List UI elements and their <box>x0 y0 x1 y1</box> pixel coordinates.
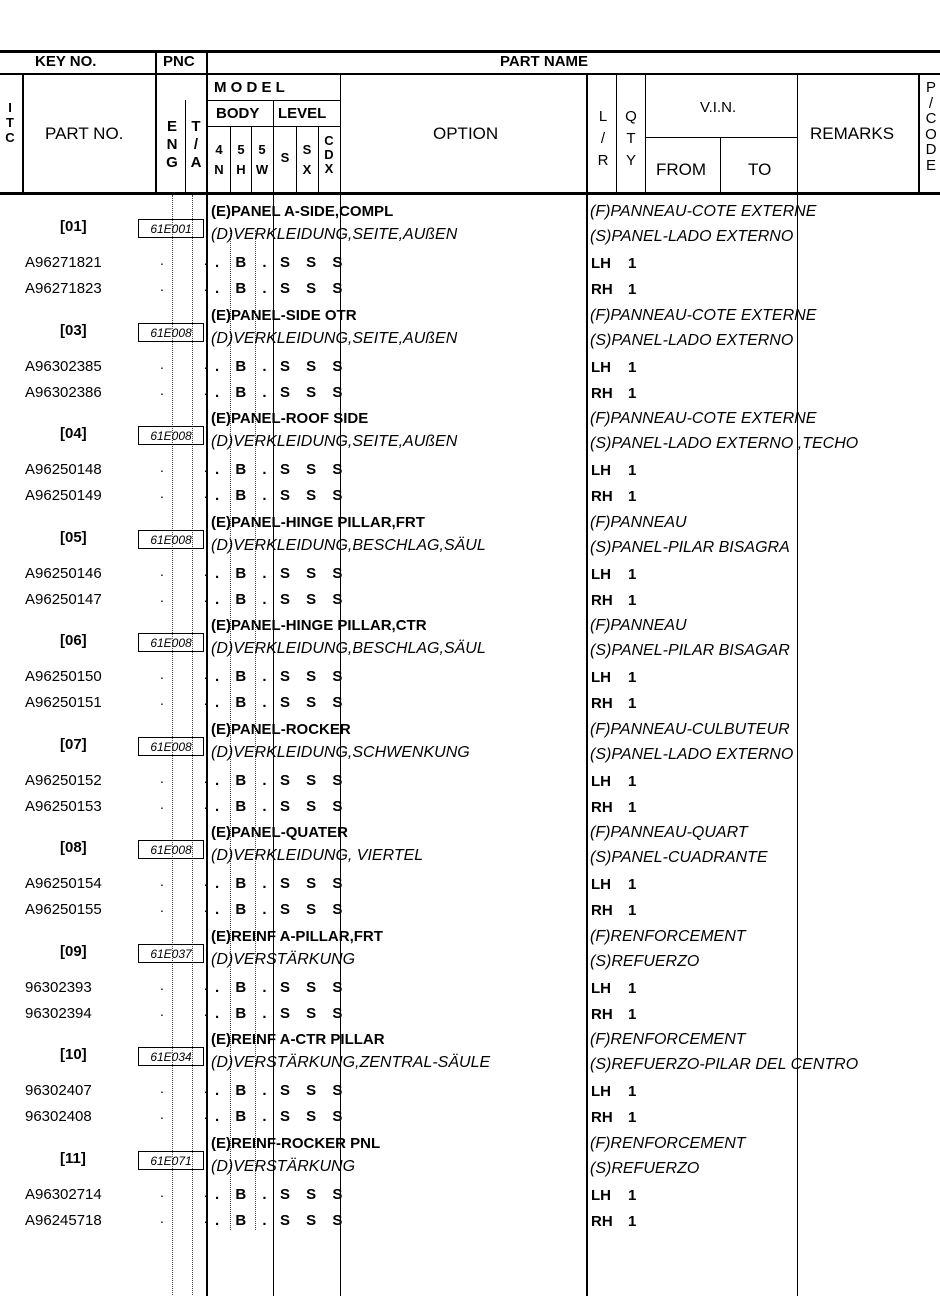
pnc-code: 61E008 <box>138 633 204 652</box>
level-flags: S S S <box>280 772 349 789</box>
part-number: A96271823 <box>25 280 102 297</box>
part-number: A96302385 <box>25 358 102 375</box>
pnc-code: 61E037 <box>138 944 204 963</box>
body-flags: . B . <box>215 1082 273 1099</box>
level-flags: S S S <box>280 979 349 996</box>
option-english: (E)PANEL-SIDE OTR <box>211 307 357 324</box>
option-header: OPTION <box>433 124 499 143</box>
body-col-5w: 5 W <box>255 142 269 177</box>
part-number: A96302386 <box>25 384 102 401</box>
lr-value: RH <box>591 902 613 919</box>
qty-divider <box>616 73 617 193</box>
body-flags: . B . <box>215 875 273 892</box>
remarks-spanish: (S)PANEL-LADO EXTERNO <box>590 332 794 349</box>
key-number: [04] <box>60 425 87 442</box>
body-flags: . B . <box>215 979 273 996</box>
level-flags: S S S <box>280 591 349 608</box>
option-german: (D)VERSTÄRKUNG <box>211 1158 356 1175</box>
level-flags: S S S <box>280 358 349 375</box>
option-english: (E)REINF-ROCKER PNL <box>211 1135 381 1152</box>
pnc-header: PNC <box>163 53 195 70</box>
eng-ta-flags: . . <box>160 770 226 786</box>
remarks-spanish: (S)REFUERZO-PILAR DEL CENTRO <box>590 1056 859 1073</box>
level-flags: S S S <box>280 384 349 401</box>
part-no-header: PART NO. <box>45 124 124 143</box>
option-german: (D)VERKLEIDUNG,BESCHLAG,SÄUL <box>211 537 486 554</box>
pnc-code: 61E008 <box>138 323 204 342</box>
level-flags: S S S <box>280 254 349 271</box>
part-number: 96302407 <box>25 1082 92 1099</box>
lr-value: RH <box>591 385 613 402</box>
option-german: (D)VERSTÄRKUNG,ZENTRAL-SÄULE <box>211 1054 491 1071</box>
body-inner-divider-1 <box>230 126 231 193</box>
lr-value: LH <box>591 1083 611 1100</box>
level-flags: S S S <box>280 565 349 582</box>
eng-header: E N G <box>166 118 178 171</box>
body-flags: . B . <box>215 901 273 918</box>
level-flags: S S S <box>280 1082 349 1099</box>
lr-value: RH <box>591 695 613 712</box>
eng-ta-flags: . . <box>160 459 226 475</box>
remarks-header: REMARKS <box>810 124 895 143</box>
body-flags: . B . <box>215 694 273 711</box>
body-flags: . B . <box>215 384 273 401</box>
level-col-sx: S X <box>302 142 312 177</box>
lr-value: LH <box>591 1187 611 1204</box>
itc-header: I T C <box>5 100 15 145</box>
pnc-code: 61E034 <box>138 1047 204 1066</box>
eng-ta-flags: . . <box>160 1210 226 1226</box>
qty-header: Q T Y <box>625 108 637 169</box>
eng-ta-flags: . . <box>160 563 226 579</box>
qty-value: 1 <box>628 281 637 298</box>
key-number: [07] <box>60 736 87 753</box>
level-flags: S S S <box>280 694 349 711</box>
remarks-french: (F)PANNEAU <box>590 514 687 531</box>
qty-value: 1 <box>628 488 637 505</box>
remarks-french: (F)PANNEAU-QUART <box>590 824 748 841</box>
qty-value: 1 <box>628 359 637 376</box>
header-top-rule <box>0 50 940 53</box>
lr-value: LH <box>591 462 611 479</box>
lr-value: RH <box>591 281 613 298</box>
pnc-code: 61E001 <box>138 219 204 238</box>
qty-value: 1 <box>628 566 637 583</box>
vin-rule <box>645 137 797 138</box>
part-number: A96250148 <box>25 461 102 478</box>
remarks-french: (F)PANNEAU-COTE EXTERNE <box>590 307 817 324</box>
remarks-spanish: (S)PANEL-CUADRANTE <box>590 849 768 866</box>
body-flags: . B . <box>215 668 273 685</box>
option-german: (D)VERKLEIDUNG,SEITE,AUßEN <box>211 226 458 243</box>
level-flags: S S S <box>280 280 349 297</box>
level-flags: S S S <box>280 1108 349 1125</box>
remarks-french: (F)PANNEAU <box>590 617 687 634</box>
option-german: (D)VERSTÄRKUNG <box>211 951 356 968</box>
level-flags: S S S <box>280 1186 349 1203</box>
option-english: (E)REINF A-CTR PILLAR <box>211 1031 385 1048</box>
remarks-spanish: (S)PANEL-LADO EXTERNO ,TECHO <box>590 435 859 452</box>
body-divider <box>273 100 274 1296</box>
level-flags: S S S <box>280 1212 349 1229</box>
lr-value: LH <box>591 669 611 686</box>
level-flags: S S S <box>280 668 349 685</box>
pnc-code: 61E008 <box>138 530 204 549</box>
remarks-french: (F)PANNEAU-COTE EXTERNE <box>590 410 817 427</box>
from-header: FROM <box>656 160 707 179</box>
option-english: (E)PANEL-HINGE PILLAR,FRT <box>211 514 425 531</box>
body-flags: . B . <box>215 487 273 504</box>
qty-value: 1 <box>628 592 637 609</box>
pnc-code: 61E008 <box>138 840 204 859</box>
key-number: [06] <box>60 632 87 649</box>
lr-value: RH <box>591 488 613 505</box>
keyno-divider <box>155 51 157 193</box>
remarks-french: (F)RENFORCEMENT <box>590 1135 746 1152</box>
option-english: (E)PANEL-QUATER <box>211 824 348 841</box>
itc-divider <box>22 73 24 193</box>
option-english: (E)PANEL A-SIDE,COMPL <box>211 203 394 220</box>
eng-ta-flags: . . <box>160 589 226 605</box>
body-header: BODY <box>216 105 260 122</box>
part-number: A96302714 <box>25 1186 102 1203</box>
option-german: (D)VERKLEIDUNG,SEITE,AUßEN <box>211 330 458 347</box>
model-header: M O D E L <box>214 79 285 96</box>
level-inner-divider-1 <box>296 126 297 193</box>
remarks-spanish: (S)PANEL-PILAR BISAGRA <box>590 539 790 556</box>
lr-value: RH <box>591 1006 613 1023</box>
part-number: A96250153 <box>25 798 102 815</box>
lr-value: LH <box>591 773 611 790</box>
eng-ta-flags: . . <box>160 1080 226 1096</box>
remarks-spanish: (S)PANEL-LADO EXTERNO <box>590 746 794 763</box>
qty-value: 1 <box>628 462 637 479</box>
body-flags: . B . <box>215 280 273 297</box>
level-flags: S S S <box>280 461 349 478</box>
lr-value: RH <box>591 1109 613 1126</box>
level-flags: S S S <box>280 875 349 892</box>
remarks-spanish: (S)REFUERZO <box>590 1160 700 1177</box>
pnc-code: 61E008 <box>138 426 204 445</box>
part-number: A96250155 <box>25 901 102 918</box>
part-number: 96302408 <box>25 1108 92 1125</box>
part-name-header: PART NAME <box>500 53 589 70</box>
lr-value: RH <box>591 1213 613 1230</box>
eng-divider <box>185 100 186 193</box>
lr-divider <box>586 73 588 1296</box>
body-flags: . B . <box>215 591 273 608</box>
level-flags: S S S <box>280 901 349 918</box>
key-no-header: KEY NO. <box>35 53 97 70</box>
body-flags: . B . <box>215 772 273 789</box>
body-col-4n: 4 N <box>214 142 224 177</box>
pnc-code: 61E008 <box>138 737 204 756</box>
lr-value: LH <box>591 359 611 376</box>
qty-value: 1 <box>628 1109 637 1126</box>
remarks-french: (F)PANNEAU-CULBUTEUR <box>590 721 790 738</box>
level-flags: S S S <box>280 798 349 815</box>
body-flags: . B . <box>215 798 273 815</box>
body-flags: . B . <box>215 1108 273 1125</box>
part-number: A96250154 <box>25 875 102 892</box>
part-number: A96250146 <box>25 565 102 582</box>
eng-ta-flags: . . <box>160 666 226 682</box>
part-number: A96250149 <box>25 487 102 504</box>
vin-divider <box>645 73 646 193</box>
option-german: (D)VERKLEIDUNG,BESCHLAG,SÄUL <box>211 640 486 657</box>
qty-value: 1 <box>628 1083 637 1100</box>
level-flags: S S S <box>280 487 349 504</box>
qty-value: 1 <box>628 1213 637 1230</box>
part-number: A96250152 <box>25 772 102 789</box>
body-flags: . B . <box>215 1005 273 1022</box>
lr-value: RH <box>591 799 613 816</box>
eng-ta-flags: . . <box>160 1003 226 1019</box>
body-inner-divider-2 <box>251 126 252 193</box>
qty-value: 1 <box>628 695 637 712</box>
eng-ta-flags: . . <box>160 278 226 294</box>
qty-value: 1 <box>628 799 637 816</box>
lr-value: LH <box>591 566 611 583</box>
option-english: (E)PANEL-HINGE PILLAR,CTR <box>211 617 427 634</box>
to-header: TO <box>748 160 772 179</box>
key-number: [09] <box>60 943 87 960</box>
qty-value: 1 <box>628 773 637 790</box>
qty-value: 1 <box>628 980 637 997</box>
key-number: [05] <box>60 529 87 546</box>
lr-value: LH <box>591 876 611 893</box>
eng-ta-flags: . . <box>160 796 226 812</box>
body-flags: . B . <box>215 1212 273 1229</box>
header-bottom-rule <box>0 192 940 195</box>
key-number: [03] <box>60 322 87 339</box>
remarks-spanish: (S)PANEL-LADO EXTERNO <box>590 228 794 245</box>
option-german: (D)VERKLEIDUNG,SEITE,AUßEN <box>211 433 458 450</box>
eng-ta-flags: . . <box>160 382 226 398</box>
option-german: (D)VERKLEIDUNG, VIERTEL <box>211 847 424 864</box>
body-col-5h: 5 H <box>236 142 246 177</box>
body-flags: . B . <box>215 254 273 271</box>
eng-ta-flags: . . <box>160 1106 226 1122</box>
ta-header: T / A <box>190 118 202 171</box>
vin-header: V.I.N. <box>700 99 737 116</box>
qty-value: 1 <box>628 876 637 893</box>
key-number: [08] <box>60 839 87 856</box>
eng-ta-flags: . . <box>160 692 226 708</box>
remarks-spanish: (S)REFUERZO <box>590 953 700 970</box>
key-number: [11] <box>60 1150 86 1167</box>
remarks-french: (F)PANNEAU-COTE EXTERNE <box>590 203 817 220</box>
level-flags: S S S <box>280 1005 349 1022</box>
model-rule <box>208 100 340 101</box>
qty-value: 1 <box>628 1187 637 1204</box>
eng-ta-flags: . . <box>160 873 226 889</box>
pcode-divider <box>918 73 920 193</box>
eng-ta-flags: . . <box>160 485 226 501</box>
lr-header: L / R <box>597 108 609 169</box>
qty-value: 1 <box>628 902 637 919</box>
lr-value: LH <box>591 255 611 272</box>
eng-ta-flags: . . <box>160 977 226 993</box>
pnc-code: 61E071 <box>138 1151 204 1170</box>
from-to-divider <box>720 137 721 193</box>
part-number: A96250151 <box>25 694 102 711</box>
eng-ta-flags: . . <box>160 252 226 268</box>
remarks-spanish: (S)PANEL-PILAR BISAGAR <box>590 642 790 659</box>
body-level-rule <box>208 126 340 127</box>
header-row-rule <box>0 73 940 75</box>
key-number: [01] <box>60 218 87 235</box>
option-english: (E)PANEL-ROCKER <box>211 721 351 738</box>
option-english: (E)PANEL-ROOF SIDE <box>211 410 369 427</box>
qty-value: 1 <box>628 385 637 402</box>
key-number: [10] <box>60 1046 87 1063</box>
part-number: 96302394 <box>25 1005 92 1022</box>
option-german: (D)VERKLEIDUNG,SCHWENKUNG <box>211 744 470 761</box>
qty-value: 1 <box>628 255 637 272</box>
body-flags: . B . <box>215 565 273 582</box>
level-inner-divider-2 <box>318 126 319 193</box>
level-col-cdx: C D X <box>324 133 334 176</box>
part-number: A96271821 <box>25 254 102 271</box>
qty-value: 1 <box>628 1006 637 1023</box>
lr-value: RH <box>591 592 613 609</box>
option-english: (E)REINF A-PILLAR,FRT <box>211 928 383 945</box>
level-header: LEVEL <box>278 105 327 122</box>
eng-ta-flags: . . <box>160 1184 226 1200</box>
part-number: A96250147 <box>25 591 102 608</box>
part-number: A96245718 <box>25 1212 102 1229</box>
body-flags: . B . <box>215 1186 273 1203</box>
pcode-header: P / C O D E <box>925 79 937 174</box>
level-col-s: S <box>280 150 290 165</box>
remarks-french: (F)RENFORCEMENT <box>590 1031 746 1048</box>
part-number: A96250150 <box>25 668 102 685</box>
remarks-french: (F)RENFORCEMENT <box>590 928 746 945</box>
remarks-divider <box>797 73 798 1296</box>
eng-ta-flags: . . <box>160 356 226 372</box>
body-flags: . B . <box>215 358 273 375</box>
body-flags: . B . <box>215 461 273 478</box>
eng-ta-flags: . . <box>160 899 226 915</box>
qty-value: 1 <box>628 669 637 686</box>
lr-value: LH <box>591 980 611 997</box>
part-number: 96302393 <box>25 979 92 996</box>
